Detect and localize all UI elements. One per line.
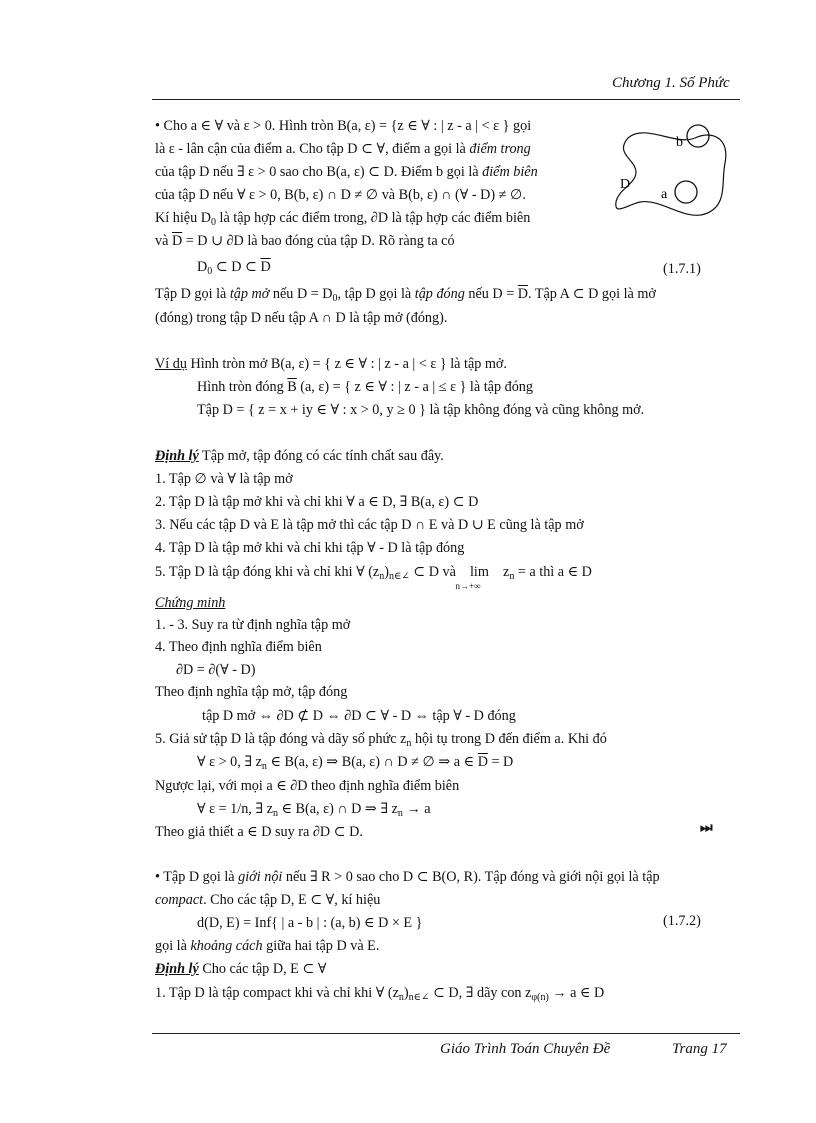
proof-line4: Theo định nghĩa tập mở, tập đóng bbox=[155, 684, 348, 700]
p2-line4: gọi là khoảng cách giữa hai tập D và E. bbox=[155, 938, 380, 954]
footer-page-number: Trang 17 bbox=[672, 1041, 727, 1057]
circle-b bbox=[687, 125, 709, 147]
p1-line1: • Cho a ∈ ∀ và ε > 0. Hình tròn B(a, ε) = {z ∈ ∀ : | z - a | < ε } gọi bbox=[155, 118, 532, 134]
example-line3: Tập D = { z = x + iy ∈ ∀ : x > 0, y ≥ 0 } là tập không đóng và cũng không mở. bbox=[197, 402, 645, 418]
p1-line5: Kí hiệu $D_0$ là tập hợp các điểm trong, ∂D là tập hợp các điểm biên bbox=[155, 210, 531, 228]
term-diem-trong: điểm trong bbox=[469, 141, 531, 157]
equation-number-2: (1.7.2) bbox=[663, 913, 701, 929]
p2-line2: compact. Cho các tập D, E ⊂ ∀, kí hiệu bbox=[155, 892, 381, 908]
p1-line2: là ε - lân cận của điểm a. Cho tập D ⊂ ∀, điểm a gọi là điểm trong bbox=[155, 141, 531, 157]
theorem2-item1: 1. Tập D là tập compact khi và chỉ khi ∀ $(z_n)_{n\in\angle}$ ⊂ D, ∃ dãy con $z_{\varphi(n)} \to a$ ∈ D bbox=[155, 985, 605, 1003]
set-boundary bbox=[616, 133, 726, 216]
p1-line4: của tập D nếu ∀ ε > 0, B(b, ε) ∩ D ≠ ∅ và B(b, ε) ∩ (∀ - D) ≠ ∅. bbox=[155, 187, 526, 203]
proof-line9: ∀ ε = 1/n, ∃ $z_n$ ∈ B(a, ε) ∩ D ⇒ ∃ $z_n \to a$ bbox=[197, 801, 431, 819]
footer-title: Giáo Trình Toán Chuyên Đề bbox=[440, 1041, 611, 1057]
equation-1-7-1: $D_0$ ⊂ D ⊂ $\overline{D}$ bbox=[197, 259, 271, 277]
qed-end-icon: ⏭ bbox=[700, 821, 710, 836]
proof-label: Chứng minh bbox=[155, 595, 226, 611]
chapter-header: Chương 1. Số Phức bbox=[612, 75, 730, 91]
proof-line8: Ngược lại, với mọi a ∈ ∂D theo định nghĩa điểm biên bbox=[155, 778, 460, 794]
circle-a bbox=[675, 181, 697, 203]
label-D: D bbox=[620, 177, 631, 192]
p1-line3: của tập D nếu ∃ ε > 0 sao cho B(a, ε) ⊂ D. Điểm b gọi là điểm biên bbox=[155, 164, 538, 180]
theorem1-heading: Định lý Tập mở, tập đóng có các tính chất sau đây. bbox=[155, 448, 444, 464]
theorem1-item5: 5. Tập D là tập đóng khi và chỉ khi ∀ $(z_n)_{n\in\angle}$ ⊂ D và lim n→+∞ $z_n = a$ thì a ∈ D bbox=[155, 564, 592, 591]
equation-number-1: (1.7.1) bbox=[663, 261, 701, 277]
p1-line9: (đóng) trong tập D nếu tập A ∩ D là tập mở (đóng). bbox=[155, 310, 448, 326]
equation-1-7-2: d(D, E) = Inf{ | a - b | : (a, b) ∈ D × E } bbox=[197, 915, 423, 931]
proof-line3: ∂D = ∂(∀ - D) bbox=[176, 662, 256, 678]
theorem2-heading: Định lý Cho các tập D, E ⊂ ∀ bbox=[155, 961, 327, 977]
label-a: a bbox=[661, 187, 668, 202]
example-line2: Hình tròn đóng $\overline{B}$ (a, ε) = { z ∈ ∀ : | z - a | ≤ ε } là tập đóng bbox=[197, 379, 533, 395]
theorem1-item2: 2. Tập D là tập mở khi và chỉ khi ∀ a ∈ D, ∃ B(a, ε) ⊂ D bbox=[155, 494, 479, 510]
theorem1-item1: 1. Tập ∅ và ∀ là tập mở bbox=[155, 471, 293, 487]
header-rule bbox=[152, 99, 740, 100]
theorem1-item4: 4. Tập D là tập mở khi và chỉ khi tập ∀ - D là tập đóng bbox=[155, 540, 465, 556]
proof-line5: tập D mở ⇔ ∂D ⊄ D ⇔ ∂D ⊂ ∀ - D ⇔ tập ∀ - D đóng bbox=[202, 708, 516, 724]
example-label: Ví dụ bbox=[155, 356, 187, 372]
proof-line1: 1. - 3. Suy ra từ định nghĩa tập mở bbox=[155, 617, 351, 633]
p1-line8: Tập D gọi là tập mở nếu $D = D_0$, tập D gọi là tập đóng nếu $D = \overline{D}$. Tập A ⊂ D gọi là mở bbox=[155, 286, 656, 304]
theorem-label: Định lý bbox=[155, 448, 199, 464]
proof-line6: 5. Giả sử tập D là tập đóng và dãy số phức $z_n$ hội tụ trong D đến điểm a. Khi đó bbox=[155, 731, 607, 749]
set-diagram bbox=[600, 118, 740, 228]
label-b: b bbox=[676, 135, 683, 150]
p2-line1: • Tập D gọi là giới nội nếu ∃ R > 0 sao cho D ⊂ B(O, R). Tập đóng và giới nội gọi là tập bbox=[155, 869, 660, 885]
term-diem-bien: điểm biên bbox=[482, 164, 538, 180]
p1-line6: và $\overline{D} = D$ ∪ ∂D là bao đóng của tập D. Rõ ràng ta có bbox=[155, 233, 455, 249]
proof-line7: ∀ ε > 0, ∃ $z_n$ ∈ B(a, ε) ⇒ B(a, ε) ∩ D ≠ ∅ ⇒ a ∈ $\overline{D} = D$ bbox=[197, 754, 514, 772]
theorem1-item3: 3. Nếu các tập D và E là tập mở thì các tập D ∩ E và D ∪ E cũng là tập mở bbox=[155, 517, 584, 533]
example-line1: Ví dụ Hình tròn mở B(a, ε) = { z ∈ ∀ : | z - a | < ε } là tập mở. bbox=[155, 356, 507, 372]
footer-rule bbox=[152, 1033, 740, 1034]
proof-line10: Theo giả thiết a ∈ D suy ra ∂D ⊂ D. bbox=[155, 824, 363, 840]
proof-line2: 4. Theo định nghĩa điểm biên bbox=[155, 639, 322, 655]
